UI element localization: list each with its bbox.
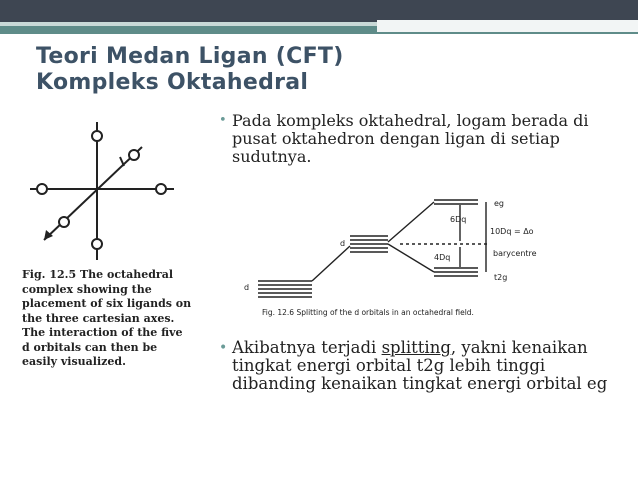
octahedral-axes-figure — [22, 112, 187, 264]
slide-title — [36, 44, 344, 96]
bullet-icon-2: • — [219, 340, 228, 356]
connector-t2g — [388, 244, 434, 272]
title-line-2: Kompleks Oktahedral — [36, 70, 309, 95]
connector-eg — [388, 202, 434, 242]
six-dq-label: 6Dq — [450, 215, 467, 224]
caption-text: The octahedral complex showing the placement of six ligands on the three cartesian axes. The interaction of the five d orbitals can then be easily visualized. — [22, 268, 192, 368]
connector-low-mid — [312, 246, 350, 281]
ligand-back — [129, 150, 139, 160]
ligand-top — [92, 131, 102, 141]
bullet-2-underlined: splitting — [381, 338, 451, 357]
y-axis — [44, 147, 142, 240]
top-accent-highlight — [0, 22, 377, 26]
four-dq-label: 4Dq — [434, 253, 451, 262]
barycentre-label: barycentre — [493, 249, 537, 258]
bullet-1 — [219, 111, 592, 166]
bullet-2-text-before: Akibatnya terjadi — [232, 338, 382, 357]
ligand-left — [37, 184, 47, 194]
bullet-icon: • — [219, 113, 227, 128]
t2g-label: t2g — [494, 273, 508, 282]
bullet-2 — [219, 338, 612, 393]
splitting-diagram-figure — [238, 188, 537, 320]
eg-label: eg — [494, 199, 504, 208]
figure-right-caption: Fig. 12.6 Splitting of the d orbitals in an octahedral field. — [262, 308, 474, 317]
top-bar-cutout — [377, 20, 638, 32]
d-mid-label: d — [340, 239, 346, 248]
figure-left-caption — [22, 268, 192, 370]
top-bar — [0, 0, 638, 22]
bullet-1-text: Pada kompleks oktahedral, logam berada di pusat oktahedron dengan ligan di setiap sudutnya. — [232, 111, 589, 166]
title-line-1: Teori Medan Ligan (CFT) — [36, 44, 344, 69]
ligand-right — [156, 184, 166, 194]
d-low-label: d — [244, 283, 250, 292]
ten-dq-label: 10Dq = Δo — [490, 227, 534, 236]
ligand-bottom — [92, 239, 102, 249]
bullet-2-text-after: , yakni kenaikan tingkat energi orbital t2g lebih tinggi dibanding kenaikan tingkat energi orbital eg — [232, 338, 608, 393]
caption-fig-number: Fig. 12.5 — [22, 268, 77, 281]
ligand-front — [59, 217, 69, 227]
